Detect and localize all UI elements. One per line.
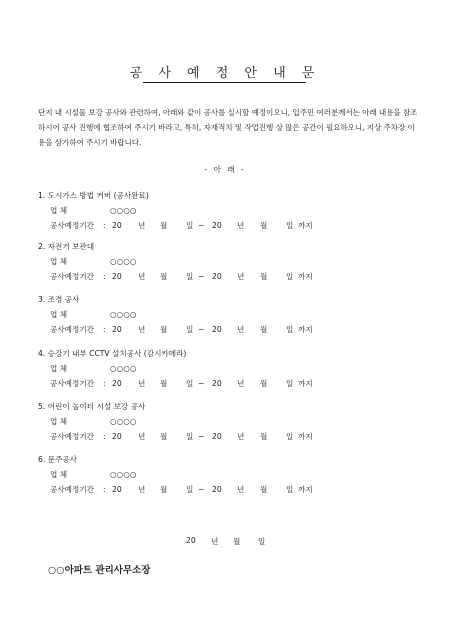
period-row — [38, 482, 418, 497]
range-tilde: ~ — [198, 379, 205, 388]
end-year-number: 20 — [212, 432, 222, 441]
end-day-unit: 일 — [286, 432, 294, 441]
end-year-number: 20 — [212, 379, 222, 388]
company-value: ○○○○ — [110, 206, 137, 215]
company-label: 업 체 — [50, 257, 68, 266]
work-item-title: 1. 도시가스 방법 커버 (공사완료) — [38, 191, 149, 200]
period-label: 공사예정기간 — [50, 379, 95, 388]
end-year-number: 20 — [212, 272, 222, 281]
end-month-unit: 월 — [260, 272, 268, 281]
until-word: 까지 — [298, 221, 313, 230]
until-word: 까지 — [298, 379, 313, 388]
period-colon: : — [103, 485, 106, 494]
work-item-title: 2. 자전거 보관대 — [38, 242, 95, 251]
until-word: 까지 — [298, 432, 313, 441]
period-colon: : — [103, 325, 106, 334]
end-day-unit: 일 — [286, 325, 294, 334]
until-word: 까지 — [298, 485, 313, 494]
end-year-unit: 년 — [237, 432, 245, 441]
start-year-number: 20 — [112, 325, 122, 334]
period-label: 공사예정기간 — [50, 325, 95, 334]
end-day-unit: 일 — [286, 485, 294, 494]
start-day-unit: 일 — [186, 432, 194, 441]
until-word: 까지 — [298, 272, 313, 281]
end-month-unit: 월 — [260, 379, 268, 388]
start-year-number: 20 — [112, 221, 122, 230]
start-year-unit: 년 — [138, 379, 146, 388]
start-year-number: 20 — [112, 485, 122, 494]
start-year-number: 20 — [112, 432, 122, 441]
work-item-title: 5. 어린이 놀이터 시설 보강 공사 — [38, 402, 146, 411]
start-year-unit: 년 — [138, 272, 146, 281]
range-tilde: ~ — [198, 325, 205, 334]
end-day-unit: 일 — [286, 272, 294, 281]
start-day-unit: 일 — [186, 379, 194, 388]
period-colon: : — [103, 221, 106, 230]
work-item-title: 4. 승강기 내부 CCTV 설치공사 (감시카메라) — [38, 349, 187, 358]
start-day-unit: 일 — [186, 325, 194, 334]
end-month-unit: 월 — [260, 221, 268, 230]
company-row — [38, 414, 418, 429]
end-year-unit: 년 — [237, 325, 245, 334]
company-value: ○○○○ — [110, 310, 137, 319]
start-year-unit: 년 — [138, 325, 146, 334]
document-title: 공 사 예 정 안 내 문 — [129, 66, 321, 81]
start-day-unit: 일 — [186, 272, 194, 281]
office-signature: ○○아파트 관리사무소장 — [48, 565, 151, 576]
start-year-unit: 년 — [138, 221, 146, 230]
company-value: ○○○○ — [110, 257, 137, 266]
sign-month-unit: 월 — [233, 537, 241, 546]
company-label: 업 체 — [50, 470, 68, 479]
period-row — [38, 322, 418, 337]
period-row — [38, 269, 418, 284]
intro-paragraph: 단지 내 시설물 보강 공사와 관련하여, 아래와 같이 공사를 실시할 예정이오니, 입주민 여러분께서는 아래 내용을 참조하시어 공사 진행에 협조하여 주시기 바라고, 특히, 자재적치 및 작업진행 상 많은 공간이 필요하오니, 지상 주차장 이용을 삼가하여 주시기 바랍니다. — [38, 108, 418, 147]
company-value: ○○○○ — [110, 417, 137, 426]
start-month-unit: 월 — [160, 325, 168, 334]
start-year-unit: 년 — [138, 485, 146, 494]
range-tilde: ~ — [198, 221, 205, 230]
end-month-unit: 월 — [260, 485, 268, 494]
company-row — [38, 254, 418, 269]
period-label: 공사예정기간 — [50, 272, 95, 281]
end-year-unit: 년 — [237, 272, 245, 281]
work-item — [38, 399, 418, 444]
work-item — [38, 292, 418, 337]
sign-year-number: 20 — [186, 536, 196, 545]
end-day-unit: 일 — [286, 221, 294, 230]
end-year-number: 20 — [212, 221, 222, 230]
end-day-unit: 일 — [286, 379, 294, 388]
start-year-unit: 년 — [138, 432, 146, 441]
end-year-number: 20 — [212, 325, 222, 334]
start-day-unit: 일 — [186, 221, 194, 230]
start-year-number: 20 — [112, 379, 122, 388]
company-value: ○○○○ — [110, 470, 137, 479]
sign-day-unit: 일 — [258, 537, 266, 546]
range-tilde: ~ — [198, 432, 205, 441]
period-colon: : — [103, 432, 106, 441]
company-label: 업 체 — [50, 310, 68, 319]
company-row — [38, 307, 418, 322]
start-month-unit: 월 — [160, 432, 168, 441]
end-month-unit: 월 — [260, 325, 268, 334]
title-underline — [143, 82, 306, 83]
period-row — [38, 376, 418, 391]
period-row — [38, 429, 418, 444]
work-item-title: 6. 문주공사 — [38, 455, 78, 464]
period-label: 공사예정기간 — [50, 485, 95, 494]
end-year-unit: 년 — [237, 379, 245, 388]
end-year-unit: 년 — [237, 221, 245, 230]
work-item-title: 3. 조경 공사 — [38, 295, 80, 304]
signature-date — [0, 536, 450, 550]
period-row — [38, 218, 418, 233]
work-item — [38, 188, 418, 233]
end-year-number: 20 — [212, 485, 222, 494]
company-row — [38, 467, 418, 482]
work-item — [38, 346, 418, 391]
until-word: 까지 — [298, 325, 313, 334]
start-month-unit: 월 — [160, 379, 168, 388]
sign-year-unit: 년 — [211, 537, 219, 546]
work-item — [38, 452, 418, 497]
start-day-unit: 일 — [186, 485, 194, 494]
company-label: 업 체 — [50, 417, 68, 426]
company-row — [38, 361, 418, 376]
range-tilde: ~ — [198, 272, 205, 281]
end-month-unit: 월 — [260, 432, 268, 441]
start-month-unit: 월 — [160, 221, 168, 230]
period-label: 공사예정기간 — [50, 432, 95, 441]
company-value: ○○○○ — [110, 364, 137, 373]
work-item — [38, 239, 418, 284]
company-row — [38, 203, 418, 218]
company-label: 업 체 — [50, 364, 68, 373]
start-month-unit: 월 — [160, 272, 168, 281]
period-colon: : — [103, 379, 106, 388]
end-year-unit: 년 — [237, 485, 245, 494]
period-label: 공사예정기간 — [50, 221, 95, 230]
start-month-unit: 월 — [160, 485, 168, 494]
period-colon: : — [103, 272, 106, 281]
range-tilde: ~ — [198, 485, 205, 494]
company-label: 업 체 — [50, 206, 68, 215]
start-year-number: 20 — [112, 272, 122, 281]
notice-heading: - 아 래 - — [204, 165, 246, 174]
